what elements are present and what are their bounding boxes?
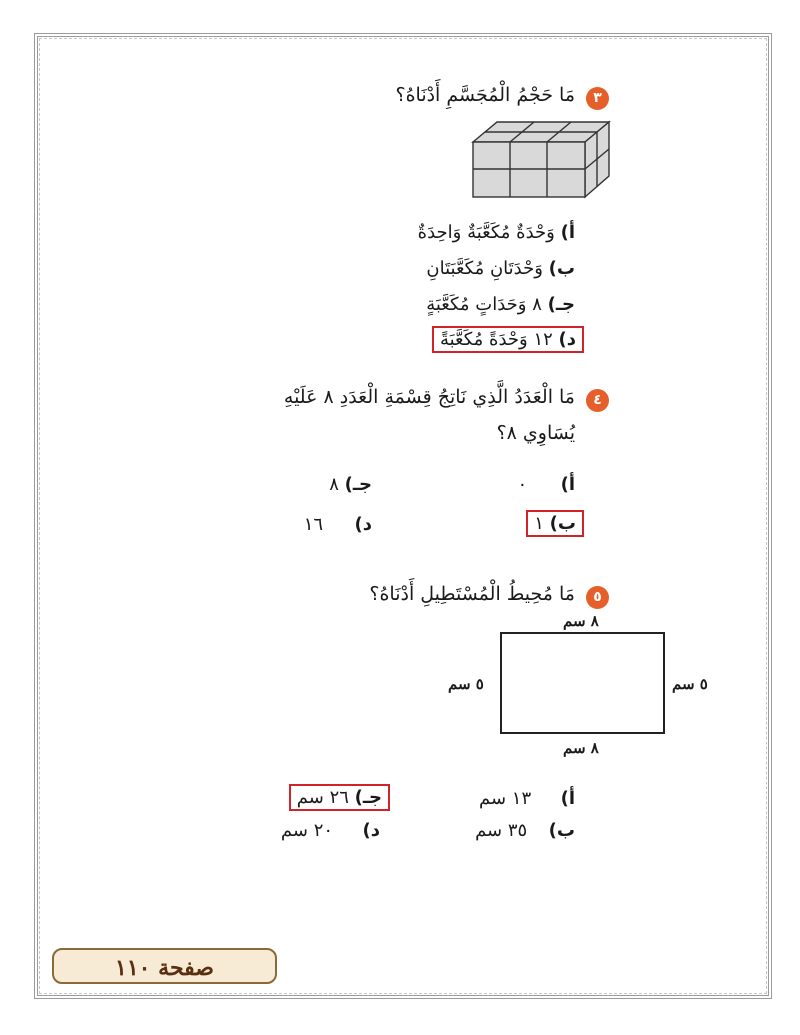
q5-option-d-letter: د) <box>362 820 380 841</box>
q4-option-a-text: ٠ <box>517 474 528 495</box>
q4-option-a-letter: أ) <box>560 474 575 495</box>
q3-option-c[interactable] <box>426 294 575 315</box>
q4-option-d-letter: د) <box>354 514 372 535</box>
q5-option-b-letter: ب) <box>548 820 575 841</box>
q4-option-d-text: ١٦ <box>303 514 324 535</box>
q4-option-c-letter: جـ) <box>344 474 372 495</box>
rect-dim-bottom: ٨ سم <box>563 739 599 757</box>
question-4-badge: ٤ <box>586 389 609 412</box>
q4-option-b-text: ١ <box>534 513 544 534</box>
page-border-inner <box>39 38 767 994</box>
q5-option-c-text: ٢٦ سم <box>296 787 349 808</box>
question-4-title-line2: يُسَاوِي ٨؟ <box>496 422 575 444</box>
q3-option-c-letter: جـ) <box>547 294 575 315</box>
question-3-title: مَا حَجْمُ الْمُجَسَّمِ أَدْنَاهُ؟ <box>395 84 575 106</box>
rect-dim-top: ٨ سم <box>563 612 599 630</box>
question-5-badge: ٥ <box>586 586 609 609</box>
q5-option-c-answer[interactable] <box>289 784 390 811</box>
q5-option-b[interactable] <box>475 820 575 841</box>
q4-option-b-letter: ب) <box>549 513 576 534</box>
q5-option-a-letter: أ) <box>560 788 575 809</box>
q3-option-c-text: ٨ وَحَدَاتٍ مُكَعَّبَةٍ <box>426 294 542 315</box>
q5-option-a-text: ١٣ سم <box>478 788 532 809</box>
cube-prism-icon <box>470 120 612 200</box>
question-5-title: مَا مُحِيطُ الْمُسْتَطِيلِ أَدْنَاهُ؟ <box>369 583 575 605</box>
q3-option-a-letter: أ) <box>560 222 575 243</box>
q3-option-a[interactable] <box>418 222 575 243</box>
q3-option-a-text: وَحْدَةٌ مُكَعَّبَةٌ وَاحِدَةٌ <box>417 222 555 243</box>
q3-option-b-letter: ب) <box>548 258 575 279</box>
rectangle-figure <box>500 632 665 734</box>
q4-option-b-answer[interactable] <box>526 510 584 537</box>
page-number-label: صفحة ١١٠ <box>52 948 277 984</box>
q4-option-d[interactable] <box>304 514 372 535</box>
rect-dim-right: ٥ سم <box>672 675 708 693</box>
question-4-title-line1: مَا الْعَدَدُ الَّذِي نَاتِجُ قِسْمَةِ الْعَدَدِ ٨ عَلَيْهِ <box>283 386 575 408</box>
q5-option-c-letter: جـ) <box>354 787 382 808</box>
rect-dim-left: ٥ سم <box>448 675 484 693</box>
q4-option-c-text: ٨ <box>329 474 339 495</box>
q3-option-d-text: ١٢ وَحْدَةً مُكَعَّبَةً <box>439 329 553 350</box>
q5-option-b-text: ٣٥ سم <box>475 820 528 841</box>
q4-option-a[interactable] <box>517 474 575 495</box>
q5-option-d[interactable] <box>281 820 380 841</box>
question-3-badge: ٣ <box>586 87 609 110</box>
q3-option-d-letter: د) <box>558 329 576 350</box>
q4-option-c[interactable] <box>329 474 372 495</box>
q3-option-b-text: وَحْدَتَانِ مُكَعَّبَتَانِ <box>426 258 543 279</box>
q3-option-d-answer[interactable] <box>432 326 584 353</box>
q5-option-a[interactable] <box>479 788 575 809</box>
q5-option-d-text: ٢٠ سم <box>280 820 334 841</box>
q3-option-b[interactable] <box>426 258 575 279</box>
